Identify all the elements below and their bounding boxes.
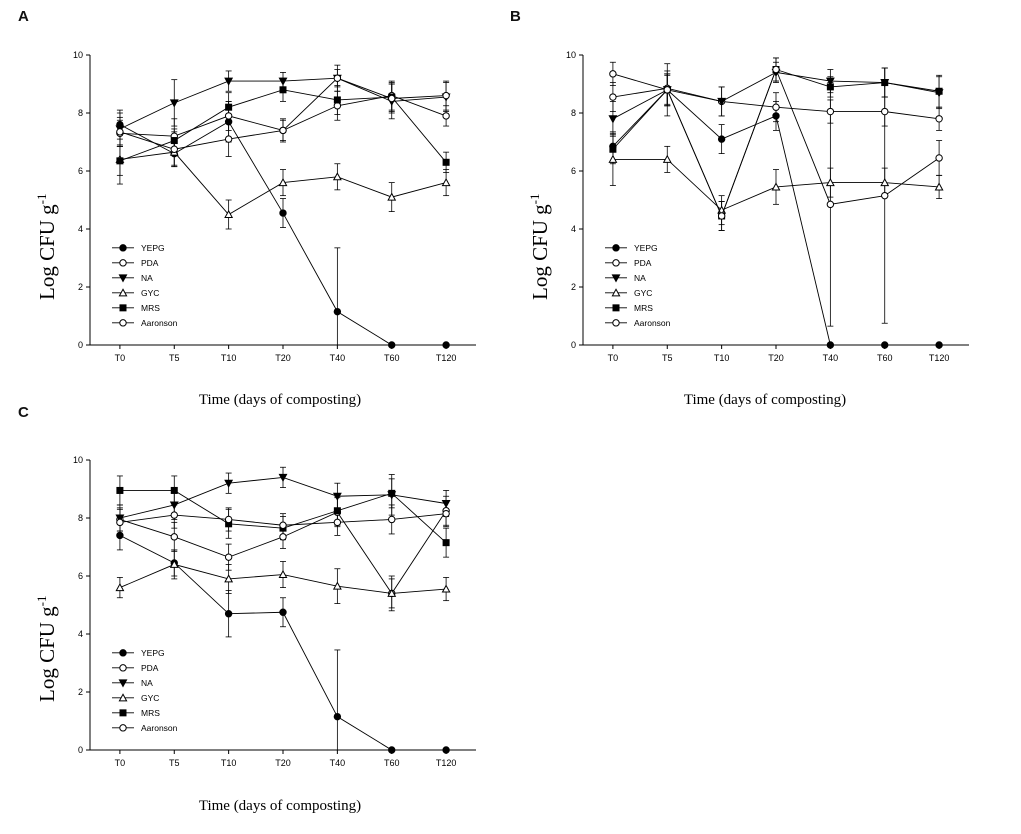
data-point-marker [117,519,123,525]
data-point-marker [120,245,126,251]
x-tick-label: T10 [220,353,237,363]
data-point-marker [389,342,395,348]
data-point-marker [610,71,616,77]
x-tick-label: T0 [114,758,126,768]
y-tick-label: 6 [570,166,576,177]
data-point-marker [718,136,724,142]
y-tick-label: 4 [570,224,576,235]
panel-b-svg [553,45,983,390]
data-point-marker [225,480,232,487]
data-point-marker [609,116,616,123]
data-point-marker [280,127,286,133]
x-axis-ticks [115,345,457,363]
x-tick-label: T120 [435,758,457,768]
data-point-marker [280,609,286,615]
panel-a-x-axis-label: Time (days of composting) [198,392,362,408]
legend-item-label: GYC [141,693,160,704]
y-tick-label: 8 [570,108,576,119]
data-point-marker [442,585,449,592]
y-axis-ticks [566,50,583,350]
data-point-marker [936,342,942,348]
x-tick-label: T120 [928,353,950,363]
legend-item-label: GYC [634,288,653,299]
y-tick-label: 8 [77,513,83,524]
panel-b-x-axis-label: Time (days of composting) [683,392,847,408]
data-point-marker [389,95,395,101]
panel-c-svg [60,450,490,795]
x-tick-label: T40 [822,353,839,363]
data-point-marker [827,201,833,207]
legend-item-label: NA [141,678,153,689]
x-tick-label: T40 [329,353,346,363]
data-point-marker [225,136,231,142]
data-point-marker [171,534,177,540]
data-point-marker [171,138,177,144]
data-point-marker [279,571,286,578]
data-point-marker [120,320,126,326]
panel-c-y-axis-label: Log CFU $g^{-1}$ [34,595,59,702]
panel-b-letter: B [510,8,521,25]
data-point-marker [773,113,779,119]
data-point-marker [443,510,449,516]
panel-a [0,0,500,410]
data-point-marker [120,665,126,671]
panel-a-svg [60,45,490,390]
data-point-marker [225,611,231,617]
y-tick-label: 2 [77,282,83,293]
x-tick-label: T20 [275,758,291,768]
data-point-marker [443,113,449,119]
legend-item-label: MRS [141,303,160,314]
panel-a-letter: A [18,8,29,25]
data-point-marker [882,342,888,348]
data-point-marker [171,100,178,107]
legend-item-label: YEPG [634,243,658,254]
data-point-marker [334,103,340,109]
x-tick-label: T5 [169,353,180,363]
data-point-marker [610,94,616,100]
y-tick-label: 4 [77,629,83,640]
legend-item-label: Aaronson [634,318,671,329]
x-axis-ticks [115,750,457,768]
data-point-marker [171,487,177,493]
x-tick-label: T0 [607,353,619,363]
x-tick-label: T20 [768,353,784,363]
data-point-marker [442,501,449,508]
legend-item-label: PDA [141,258,159,269]
legend-item-label: NA [634,273,646,284]
y-tick-label: 0 [570,340,576,351]
data-point-marker [116,584,123,591]
legend [112,648,178,733]
y-tick-label: 8 [77,108,83,119]
legend [605,243,671,328]
data-point-marker [773,66,779,72]
x-tick-label: T10 [713,353,730,363]
panel-a-plot [60,45,490,390]
data-point-marker [664,87,670,93]
x-tick-label: T120 [435,353,457,363]
data-point-marker [334,173,341,180]
data-point-marker [334,308,340,314]
data-point-marker [280,522,286,528]
x-tick-label: T0 [114,353,126,363]
data-point-marker [117,532,123,538]
panel-a-y-axis-label: Log CFU $g^{-1}$ [34,193,59,300]
data-point-marker [936,88,942,94]
data-point-marker [225,554,231,560]
data-point-marker [882,80,888,86]
x-tick-label: T5 [662,353,673,363]
data-point-marker [280,87,286,93]
data-point-marker [443,92,449,98]
x-tick-label: T20 [275,353,291,363]
y-tick-label: 6 [77,166,83,177]
data-point-marker [226,104,232,110]
x-axis-ticks [608,345,950,363]
y-tick-label: 0 [77,745,83,756]
data-point-marker [442,179,449,186]
data-point-marker [117,129,123,135]
legend-item-label: Aaronson [141,723,178,734]
data-point-marker [117,487,123,493]
legend-item-label: MRS [141,708,160,719]
y-tick-label: 0 [77,340,83,351]
data-point-marker [120,260,126,266]
data-point-marker [613,260,619,266]
data-point-marker [171,512,177,518]
data-point-marker [610,146,616,152]
panel-c-plot [60,450,490,795]
data-point-marker [443,342,449,348]
panel-b-plot [553,45,983,390]
data-point-marker [389,747,395,753]
data-point-marker [225,113,231,119]
data-point-marker [120,650,126,656]
data-point-marker [882,192,888,198]
data-point-marker [882,108,888,114]
legend-item-label: GYC [141,288,160,299]
y-tick-label: 10 [72,455,83,466]
y-tick-label: 2 [77,687,83,698]
data-point-marker [120,710,126,716]
data-point-marker [225,516,231,522]
data-point-marker [443,747,449,753]
x-tick-label: T5 [169,758,180,768]
data-point-marker [334,713,340,719]
data-point-marker [827,108,833,114]
data-point-marker [443,540,449,546]
data-point-marker [334,508,340,514]
data-point-marker [773,104,779,110]
legend-item-label: MRS [634,303,653,314]
panel-b [495,0,1015,410]
y-tick-label: 2 [570,282,576,293]
legend [112,243,178,328]
data-point-marker [334,519,340,525]
y-tick-label: 10 [72,50,83,61]
legend-item-label: PDA [141,663,159,674]
panel-b-y-axis-label: Log CFU $g^{-1}$ [527,193,552,300]
data-point-marker [613,305,619,311]
y-axis-ticks [73,50,90,350]
x-tick-label: T10 [220,758,237,768]
legend-item-label: YEPG [141,243,165,254]
error-bars [117,65,449,345]
data-point-marker [827,342,833,348]
panel-c [0,400,500,820]
data-point-marker [613,320,619,326]
legend-item-label: NA [141,273,153,284]
x-tick-label: T60 [383,758,400,768]
legend-item-label: YEPG [141,648,165,659]
legend-item-label: Aaronson [141,318,178,329]
y-tick-label: 6 [77,571,83,582]
legend-item-label: PDA [634,258,652,269]
data-point-marker [443,159,449,165]
x-tick-label: T60 [876,353,893,363]
y-tick-label: 10 [565,50,576,61]
data-point-marker [171,146,177,152]
data-point-marker [117,158,123,164]
y-tick-label: 4 [77,224,83,235]
data-point-marker [389,516,395,522]
data-point-marker [718,213,724,219]
x-tick-label: T40 [329,758,346,768]
data-point-marker [334,75,340,81]
panel-c-letter: C [18,404,29,421]
panel-c-x-axis-label: Time (days of composting) [198,798,362,814]
data-point-marker [120,305,126,311]
data-point-marker [936,116,942,122]
data-point-marker [280,210,286,216]
data-point-marker [613,245,619,251]
data-point-marker [936,155,942,161]
data-point-marker [827,84,833,90]
data-point-marker [280,534,286,540]
data-point-marker [389,490,395,496]
data-point-marker [334,97,340,103]
x-tick-label: T60 [383,353,400,363]
y-axis-ticks [73,455,90,755]
data-point-marker [120,725,126,731]
